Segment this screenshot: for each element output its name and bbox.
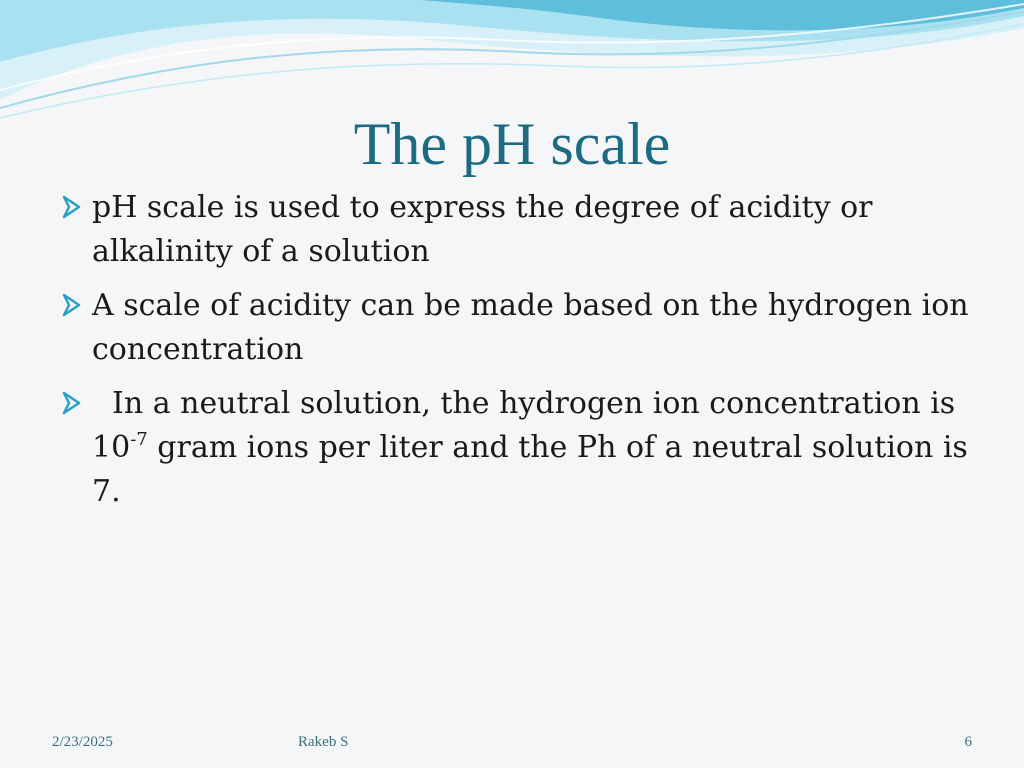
bullet-text-end: gram ions per liter and the Ph of a neutral solution is 7. — [92, 430, 968, 509]
bullet-list — [58, 186, 988, 524]
footer-date: 2/23/2025 — [52, 734, 113, 750]
arrow-bullet-icon — [58, 194, 84, 220]
bullet-text-start: In a neutral solution, the hydrogen ion concentration is 10 — [92, 386, 956, 465]
slide-title: The pH scale — [353, 111, 671, 177]
footer-page-number: 6 — [964, 734, 972, 750]
bullet-text: A scale of acidity can be made based on the hydrogen ion concentration — [92, 288, 969, 367]
exponent: -7 — [130, 429, 148, 450]
bullet-item — [58, 284, 988, 372]
footer-author: Rakeb S — [298, 734, 349, 750]
arrow-bullet-icon — [58, 292, 84, 318]
bullet-text: pH scale is used to express the degree of acidity or alkalinity of a solution — [92, 190, 873, 269]
bullet-item — [58, 186, 988, 274]
bullet-item — [58, 382, 988, 514]
arrow-bullet-icon — [58, 390, 84, 416]
